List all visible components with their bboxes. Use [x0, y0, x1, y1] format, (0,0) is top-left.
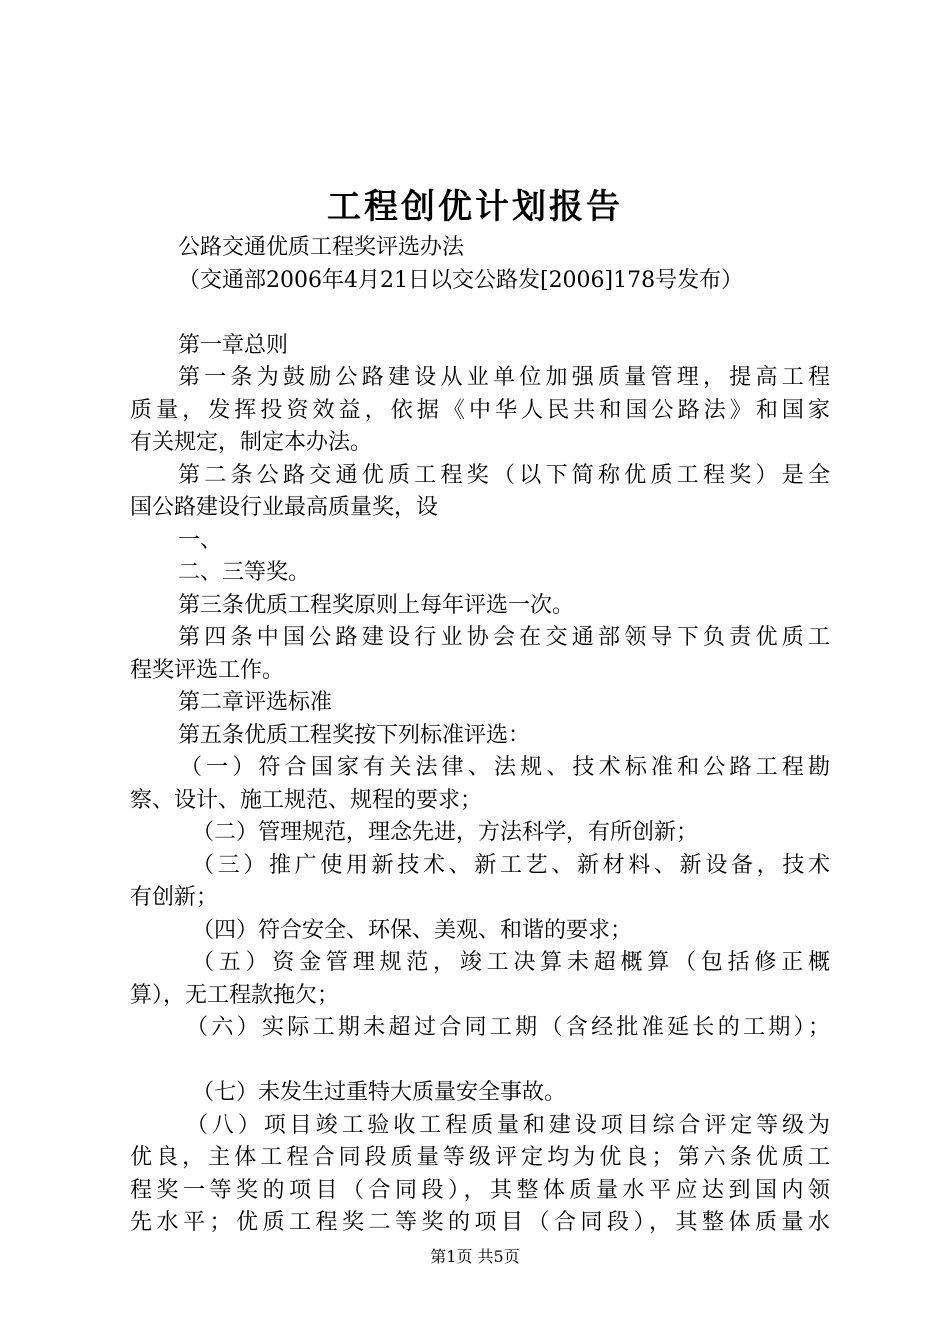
- paragraph-line: （四）符合安全、环保、美观、和谐的要求；: [192, 917, 633, 943]
- paragraph-line: 优良，主体工程合同段质量等级评定均为优良；第六条优质工: [130, 1145, 830, 1170]
- paragraph-line: （交通部2006年4月21日以交公路发[2006]178号发布）: [178, 267, 744, 293]
- paragraph-line: 有创新；: [130, 885, 219, 910]
- paragraph-line: （三）推广使用新技术、新工艺、新材料、新设备，技术: [192, 852, 830, 878]
- paragraph-line: 质量，发挥投资效益，依据《中华人民共和国公路法》和国家: [130, 397, 830, 423]
- paragraph-line: （二）管理规范，理念先进，方法科学，有所创新；: [192, 820, 699, 845]
- blank-line: [130, 297, 830, 330]
- paragraph-line: 国公路建设行业最高质量奖，设: [130, 495, 439, 520]
- paragraph-line: 第二条公路交通优质工程奖（以下简称优质工程奖）是全: [178, 462, 830, 488]
- page-footer: 第1页 共5页: [430, 1247, 520, 1266]
- paragraph-line: 先水平；优质工程奖二等奖的项目（合同段），其整体质量水: [130, 1210, 830, 1235]
- paragraph-line: （五）资金管理规范，竣工决算未超概算（包括修正概: [192, 950, 830, 975]
- document-title: 工程创优计划报告: [327, 187, 623, 227]
- paragraph-line: （七）未发生过重特大质量安全事故。: [192, 1080, 567, 1105]
- paragraph-line: （六）实际工期未超过合同工期（含经批准延长的工期）；: [186, 1015, 830, 1040]
- chapter-heading: 第一章总则: [178, 332, 289, 358]
- paragraph-line: 算），无工程款拖欠；: [130, 982, 340, 1008]
- paragraph-line: 第五条优质工程奖按下列标准评选：: [178, 722, 531, 748]
- paragraph-line: 程奖评选工作。: [130, 657, 285, 683]
- paragraph-line: 公路交通优质工程奖评选办法: [178, 235, 465, 260]
- paragraph-line: 察、设计、施工规范、规程的要求；: [130, 787, 483, 813]
- blank-line: [130, 1045, 830, 1078]
- paragraph-line: 二、三等奖。: [178, 560, 311, 585]
- paragraph-line: 程奖一等奖的项目（合同段），其整体质量水平应达到国内领: [130, 1177, 830, 1203]
- document-body: [130, 232, 830, 1240]
- paragraph-line: （八）项目竣工验收工程质量和建设项目综合评定等级为: [186, 1112, 830, 1138]
- paragraph-line: 第三条优质工程奖原则上每年评选一次。: [178, 592, 575, 618]
- paragraph-line: （一）符合国家有关法律、法规、技术标准和公路工程勘: [180, 755, 830, 780]
- paragraph-line: 一、: [178, 527, 223, 553]
- paragraph-line: 有关规定，制定本办法。: [130, 430, 373, 455]
- paragraph-line: 第一条为鼓励公路建设从业单位加强质量管理，提高工程: [178, 365, 830, 390]
- chapter-heading: 第二章评选标准: [178, 690, 333, 715]
- paragraph-line: 第四条中国公路建设行业协会在交通部领导下负责优质工: [178, 625, 830, 650]
